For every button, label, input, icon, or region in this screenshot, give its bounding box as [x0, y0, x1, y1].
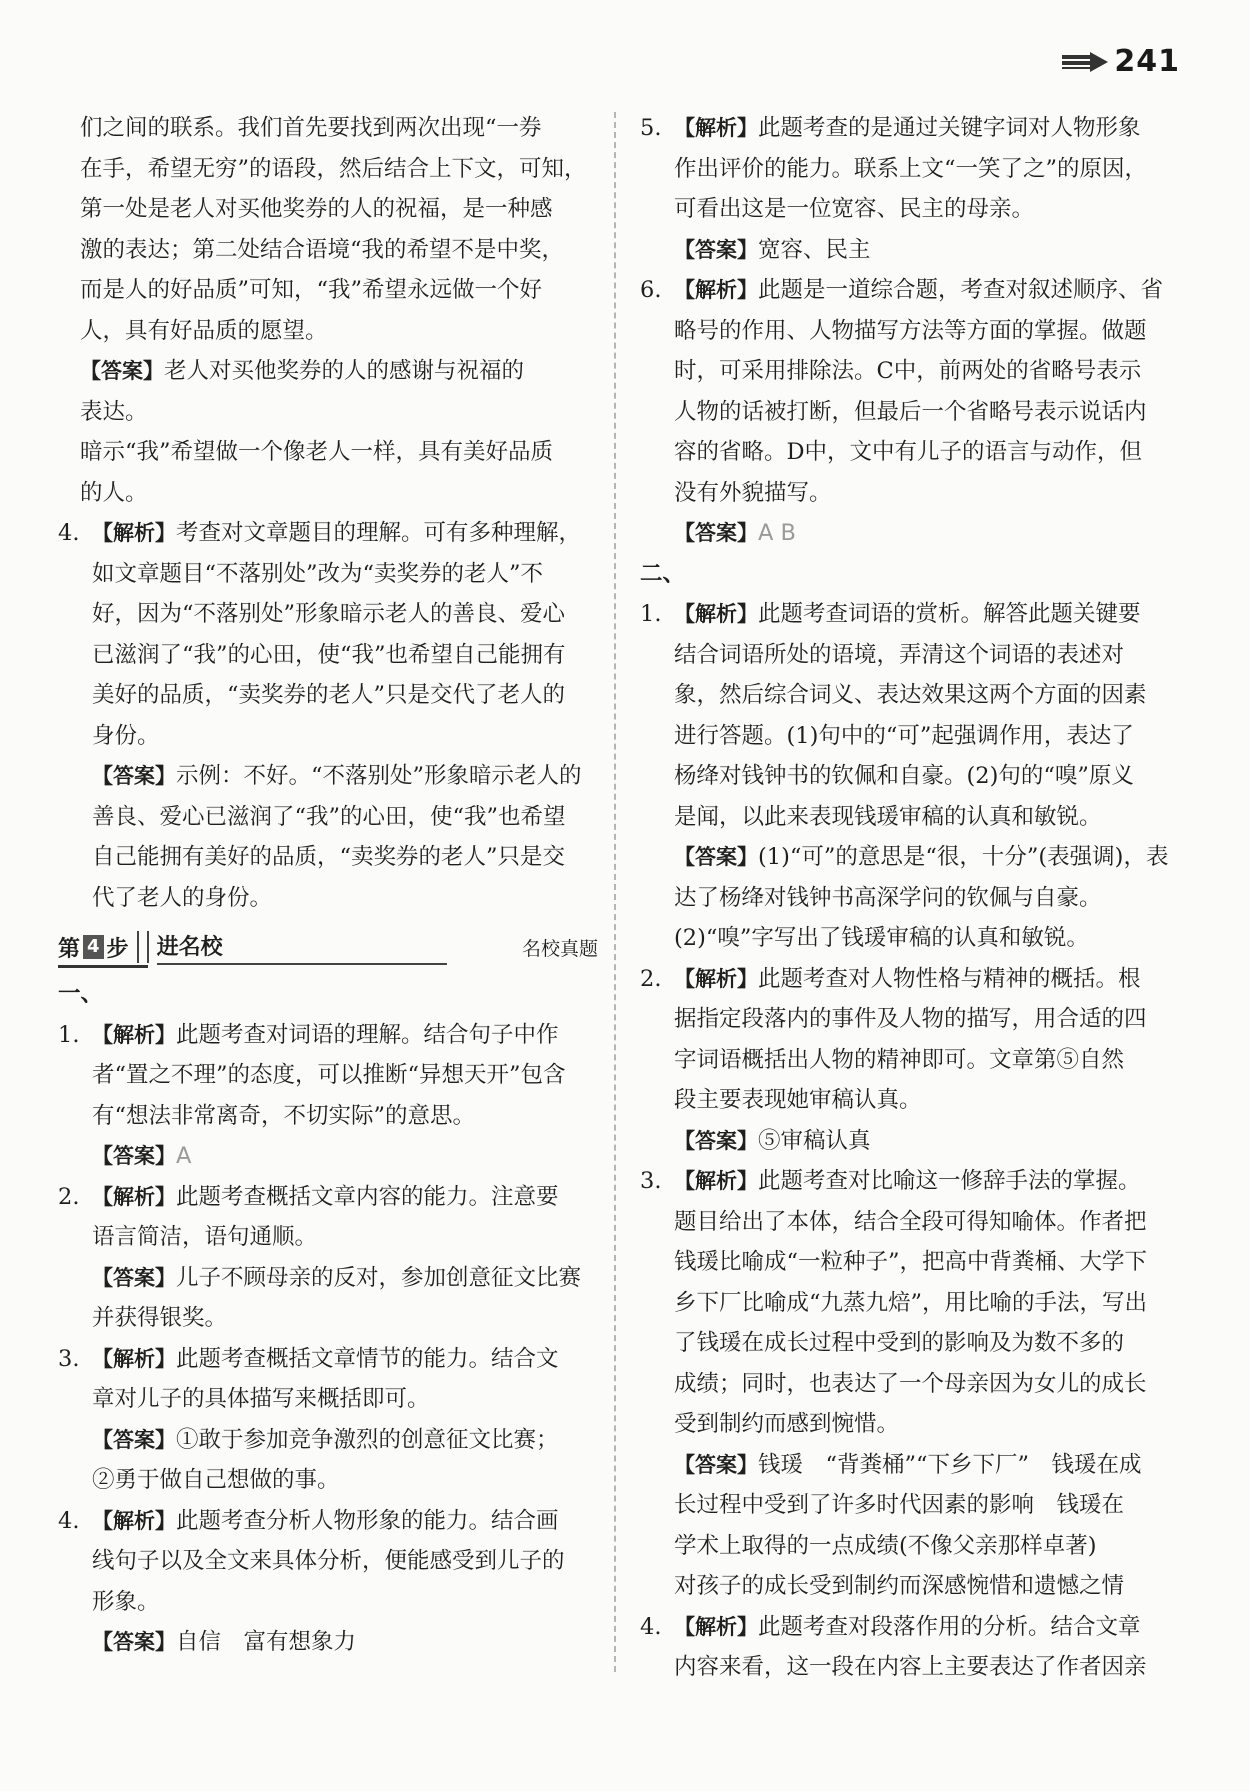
answer-line [58, 837, 598, 878]
answer-tag: 【答案】 [674, 237, 758, 262]
answer-tag: 【答案】 [92, 764, 176, 788]
answer-line [640, 1485, 1178, 1526]
analysis-text: 已滋润了“我”的心田，使“我”也希望自己能拥有 [92, 641, 566, 668]
answer-text: 善良、爱心已滋润了“我”的心田，使“我”也希望 [92, 803, 566, 830]
analysis-text: 进行答题。(1)句中的“可”起强调作用，表达了 [674, 722, 1134, 749]
intro-line: 在手，希望无穷”的语段，然后结合上下文，可知， [80, 155, 587, 182]
answer-line [58, 1460, 598, 1501]
analysis-line [640, 270, 1178, 311]
step-subtitle: 名校真题 [521, 937, 598, 960]
analysis-line [58, 1582, 598, 1623]
answer-text: 示例：不好。“不落别处”形象暗示老人的 [176, 763, 582, 789]
analysis-line [640, 311, 1178, 352]
analysis-text: 作出评价的能力。联系上文“一笑了之”的原因， [674, 155, 1148, 182]
analysis-text: 人物的话被打断，但最后一个省略号表示说话内 [674, 398, 1147, 425]
analysis-line [640, 716, 1178, 757]
analysis-line [640, 999, 1178, 1040]
answer-tag: 【答案】 [92, 1265, 176, 1290]
answer-text: 长过程中受到了许多时代因素的影响 钱瑗在 [674, 1492, 1125, 1518]
analysis-text: 者“置之不理”的态度，可以推断“异想天开”包含 [92, 1062, 566, 1088]
item-number: 5. [640, 115, 662, 141]
analysis-text: 内容来看，这一段在内容上主要表达了作者因亲 [674, 1654, 1147, 1680]
analysis-line [640, 1323, 1178, 1364]
analysis-line [58, 1177, 598, 1218]
answer-line [640, 1121, 1178, 1162]
analysis-text: 身份。 [92, 722, 160, 749]
analysis-line [640, 797, 1178, 838]
analysis-text: 此题考查词语的赏析。解答此题关键要 [758, 601, 1141, 627]
item-number: 4. [58, 1507, 80, 1534]
item-number: 2. [58, 1183, 80, 1210]
answer-line [640, 513, 1178, 554]
analysis-tag: 【解析】 [674, 1614, 758, 1639]
analysis-line [58, 1339, 598, 1380]
answer-text: 儿子不顾母亲的反对，参加创意征文比赛 [176, 1264, 582, 1291]
answer-line [640, 230, 1178, 271]
analysis-line [58, 1379, 598, 1420]
answer-text: 学术上取得的一点成绩(不像父亲那样卓著) [674, 1532, 1097, 1559]
answer-tag: 【答案】 [674, 1128, 758, 1153]
analysis-line [640, 1607, 1178, 1648]
analysis-line [640, 756, 1178, 797]
arrow-right-icon [1062, 52, 1108, 72]
analysis-tag: 【解析】 [674, 602, 758, 626]
answer-text: (2)“嗅”字写出了钱瑗审稿的认真和敏锐。 [674, 925, 1089, 951]
answer-line [640, 837, 1178, 878]
answer-line [58, 1622, 598, 1663]
answer-line [58, 1420, 598, 1461]
analysis-text: 略号的作用、人物描写方法等方面的掌握。做题 [674, 317, 1147, 344]
analysis-tag: 【解析】 [92, 1346, 176, 1371]
item-number: 3. [640, 1168, 662, 1194]
analysis-line [640, 108, 1178, 149]
analysis-text: 此题考查概括文章内容的能力。注意要 [176, 1183, 559, 1210]
analysis-line [58, 716, 598, 757]
answer-text: A B [758, 520, 796, 546]
step-header [58, 924, 598, 970]
analysis-line [640, 1647, 1178, 1688]
analysis-line [640, 959, 1178, 1000]
analysis-line [640, 635, 1178, 676]
analysis-tag: 【解析】 [92, 521, 176, 545]
answer-line [640, 1566, 1178, 1607]
intro-line: 激的表达；第二处结合语境“我的希望不是中奖， [80, 236, 565, 263]
answer-tag: 【答案】 [674, 845, 758, 869]
answer-text: 并获得银奖。 [92, 1305, 228, 1331]
answer-line [58, 797, 598, 838]
analysis-line [640, 675, 1178, 716]
analysis-line [640, 1283, 1178, 1324]
analysis-line [640, 392, 1178, 433]
analysis-text: 字词语概括出人物的精神即可。文章第⑤自然 [674, 1046, 1125, 1073]
answer-text: (1)“可”的意思是“很，十分”(表强调)，表 [758, 844, 1169, 870]
step-suffix: 步 [106, 936, 129, 962]
left-column [58, 108, 598, 1663]
intro-block [58, 108, 598, 513]
analysis-text: 乡下厂比喻成“九蒸九焙”，用比喻的手法，写出 [674, 1289, 1148, 1316]
analysis-text: 此题考查分析人物形象的能力。结合画 [176, 1507, 559, 1534]
answer-tag: 【答案】 [80, 359, 164, 383]
answer-text: 对孩子的成长受到制约而深感惋惜和遗憾之情 [674, 1573, 1125, 1599]
answer-line [80, 392, 598, 433]
analysis-text: 此题考查对词语的理解。结合句子中作 [176, 1021, 559, 1048]
analysis-text: 钱瑗比喻成“一粒种子”，把高中背粪桶、大学下 [674, 1249, 1148, 1275]
analysis-text: 语言简洁，语句通顺。 [92, 1224, 318, 1250]
analysis-line [58, 1217, 598, 1258]
analysis-text: 了钱瑗在成长过程中受到的影响及为数不多的 [674, 1330, 1125, 1356]
section-heading: 二、 [640, 560, 686, 587]
analysis-text: 象，然后综合词义、表达效果这两个方面的因素 [674, 682, 1147, 708]
analysis-line [640, 1404, 1178, 1445]
analysis-line [58, 635, 598, 676]
answer-text: 代了老人的身份。 [92, 884, 273, 911]
analysis-text: 形象。 [92, 1588, 160, 1615]
answer-line [640, 878, 1178, 919]
section-heading: 一、 [58, 981, 104, 1007]
analysis-text: 可看出这是一位宽容、民主的母亲。 [674, 196, 1035, 222]
analysis-text: 没有外貌描写。 [674, 479, 832, 506]
analysis-text: 成绩；同时，也表达了一个母亲因为女儿的成长 [674, 1370, 1147, 1397]
analysis-text: 此题是一道综合题，考查对叙述顺序、省 [758, 277, 1164, 303]
step-separator [137, 931, 149, 963]
analysis-tag: 【解析】 [674, 1169, 758, 1193]
answer-line [640, 1526, 1178, 1567]
item-number: 2. [640, 965, 662, 992]
intro-line: 第一处是老人对买他奖券的人的祝福，是一种感 [80, 196, 553, 222]
item-number: 1. [58, 1021, 80, 1048]
analysis-text: 有“想法非常离奇，不切实际”的意思。 [92, 1102, 476, 1129]
intro-line: 们之间的联系。我们首先要找到两次出现“一券 [80, 115, 542, 141]
analysis-line [58, 513, 598, 554]
step-title: 进名校 [157, 930, 447, 965]
answer-text: 老人对买他奖券的人的感谢与祝福的 [164, 358, 525, 384]
answer-text: 宽容、民主 [758, 236, 871, 263]
analysis-text: 题目给出了本体，结合全段可得知喻体。作者把 [674, 1208, 1147, 1235]
answer-text: A [176, 1143, 192, 1169]
answer-tag: 【答案】 [92, 1427, 176, 1452]
answer-line [640, 1445, 1178, 1486]
analysis-text: 此题考查对段落作用的分析。结合文章 [758, 1613, 1141, 1640]
analysis-text: 杨绛对钱钟书的钦佩和自豪。(2)句的“嗅”原义 [674, 763, 1134, 789]
analysis-line [640, 1242, 1178, 1283]
step-number: 4 [83, 935, 104, 959]
analysis-line [640, 1364, 1178, 1405]
analysis-text: 容的省略。D中，文中有儿子的语言与动作，但 [674, 439, 1143, 465]
analysis-text: 此题考查概括文章情节的能力。结合文 [176, 1345, 559, 1372]
analysis-text: 此题考查对人物性格与精神的概括。根 [758, 965, 1141, 992]
answer-line: 的人。 [80, 479, 148, 506]
analysis-text: 结合词语所处的语境，弄清这个词语的表述对 [674, 641, 1125, 668]
answer-text: 钱瑗 “背粪桶”“下乡下厂” 钱瑗在成 [758, 1451, 1142, 1478]
analysis-line [640, 594, 1178, 635]
analysis-line [58, 1501, 598, 1542]
analysis-text: 美好的品质，“卖奖券的老人”只是交代了老人的 [92, 682, 566, 708]
analysis-line [58, 1055, 598, 1096]
answer-tag: 【答案】 [92, 1144, 176, 1168]
answer-line [58, 1136, 598, 1177]
step-label [58, 932, 129, 963]
analysis-text: 好，因为“不落别处”形象暗示老人的善良、爱心 [92, 601, 566, 627]
item-number: 1. [640, 601, 662, 627]
analysis-text: 时，可采用排除法。C中，前两处的省略号表示 [674, 358, 1142, 384]
answer-line [58, 878, 598, 919]
answer-line [80, 351, 598, 392]
answer-text: ⑤审稿认真 [758, 1127, 871, 1154]
analysis-line [640, 149, 1178, 190]
answer-text: ②勇于做自己想做的事。 [92, 1467, 340, 1493]
analysis-line [58, 1015, 598, 1056]
column-divider [614, 112, 616, 1672]
analysis-text: 是闻，以此来表现钱瑗审稿的认真和敏锐。 [674, 803, 1102, 830]
analysis-line [640, 1040, 1178, 1081]
intro-line: 而是人的好品质”可知，“我”希望永远做一个好 [80, 277, 543, 303]
analysis-line [58, 1096, 598, 1137]
step-prefix: 第 [58, 936, 81, 962]
answer-line [58, 1298, 598, 1339]
analysis-line [640, 432, 1178, 473]
analysis-line [640, 1202, 1178, 1243]
analysis-line [640, 1080, 1178, 1121]
page-number: 241 [1062, 44, 1180, 79]
analysis-tag: 【解析】 [674, 966, 758, 991]
answer-line [58, 756, 598, 797]
analysis-tag: 【解析】 [92, 1022, 176, 1047]
analysis-line [640, 189, 1178, 230]
analysis-text: 章对儿子的具体描写来概括即可。 [92, 1386, 430, 1412]
answer-text: 达了杨绛对钱钟书高深学问的钦佩与自豪。 [674, 884, 1102, 911]
analysis-line [640, 473, 1178, 514]
analysis-tag: 【解析】 [92, 1184, 176, 1209]
analysis-line [58, 594, 598, 635]
answer-tag: 【答案】 [92, 1630, 176, 1654]
analysis-line [58, 1541, 598, 1582]
analysis-text: 此题考查对比喻这一修辞手法的掌握。 [758, 1168, 1141, 1194]
answer-line: 暗示“我”希望做一个像老人一样，具有美好品质 [80, 439, 554, 465]
answer-tag: 【答案】 [674, 521, 758, 545]
analysis-line [58, 675, 598, 716]
analysis-text: 受到制约而感到惋惜。 [674, 1411, 900, 1437]
item-number: 4. [640, 1613, 662, 1640]
intro-line: 人，具有好品质的愿望。 [80, 317, 328, 344]
answer-text: 自己能拥有美好的品质，“卖奖券的老人”只是交 [92, 844, 566, 870]
answer-text: 表达。 [80, 398, 148, 425]
analysis-line [640, 351, 1178, 392]
answer-line [640, 918, 1178, 959]
analysis-text: 考查对文章题目的理解。可有多种理解， [176, 520, 582, 546]
answer-text: ①敢于参加竞争激烈的创意征文比赛； [176, 1426, 559, 1453]
analysis-text: 线句子以及全文来具体分析，便能感受到儿子的 [92, 1548, 565, 1574]
analysis-tag: 【解析】 [674, 116, 758, 140]
item-number: 6. [640, 277, 662, 303]
item-number: 3. [58, 1345, 80, 1372]
right-column [640, 108, 1178, 1688]
answer-tag: 【答案】 [674, 1452, 758, 1477]
item-number: 4. [58, 520, 80, 546]
analysis-text: 段主要表现她审稿认真。 [674, 1087, 922, 1113]
analysis-text: 此题考查的是通过关键字词对人物形象 [758, 115, 1141, 141]
analysis-text: 据指定段落内的事件及人物的描写，用合适的四 [674, 1006, 1147, 1032]
analysis-tag: 【解析】 [674, 278, 758, 302]
analysis-tag: 【解析】 [92, 1508, 176, 1533]
answer-line [58, 1258, 598, 1299]
analysis-line [58, 554, 598, 595]
analysis-text: 如文章题目“不落别处”改为“卖奖券的老人”不 [92, 560, 544, 587]
analysis-line [640, 1161, 1178, 1202]
answer-text: 自信 富有想象力 [176, 1629, 357, 1655]
